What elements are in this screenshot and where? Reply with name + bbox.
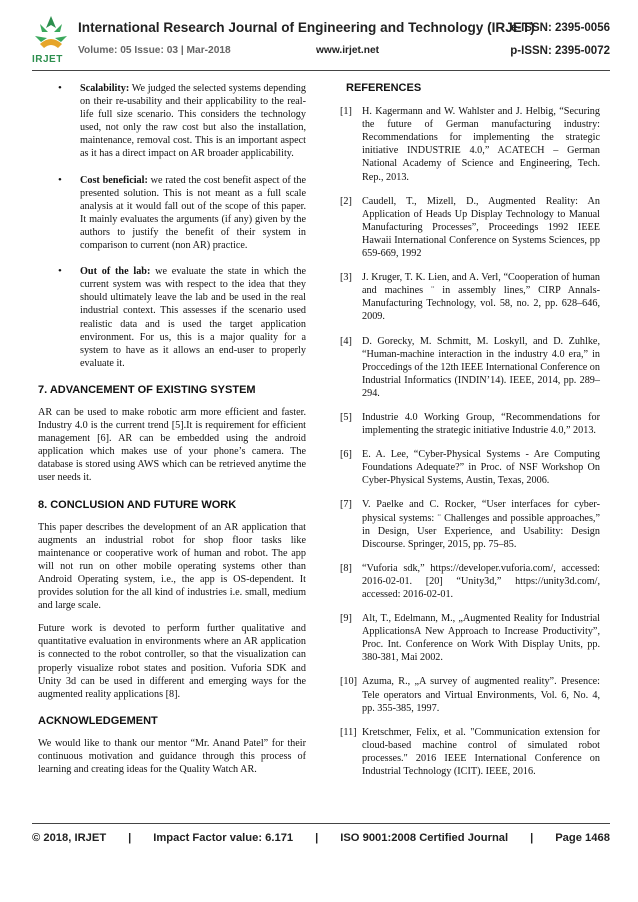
journal-header <box>32 14 610 74</box>
reference-text: Caudell, T., Mizell, D., Augmented Reality: An Application of Heads Up Display Technology to Manual Manufacturing Processes”, Proceedings 1992 IEEE Hawaii International Conference on Systems Sciences, pp 659-669, 1992 <box>362 195 600 260</box>
reference-item <box>340 271 600 323</box>
bullet-term: Scalability: <box>80 83 130 94</box>
right-column <box>340 82 600 789</box>
e-issn: e-ISSN: 2395-0056 <box>510 22 610 34</box>
reference-number: [8] <box>340 562 352 574</box>
references-heading: REFERENCES <box>346 82 422 94</box>
reference-text: Kretschmer, Felix, et al. "Communication extension for cloud-based machine control of simulated robot processes." 2016 IEEE International Conference on Industrial Technology (ICIT). IEEE, 2016. <box>362 726 600 778</box>
criteria-list <box>38 82 306 370</box>
footer-impact-factor: Impact Factor value: 6.171 <box>153 832 294 844</box>
footer-copyright: © 2018, IRJET <box>32 832 107 844</box>
reference-number: [6] <box>340 449 352 461</box>
reference-number: [11] <box>340 726 357 738</box>
acknowledgement-heading: ACKNOWLEDGEMENT <box>38 714 158 727</box>
volume-issue: Volume: 05 Issue: 03 | Mar-2018 <box>78 45 231 56</box>
reference-item <box>340 195 600 260</box>
acknowledgement-text: We would like to thank our mentor “Mr. Anand Patel” for their continuous motivation and guidance through this process of learning and creating ideas for the Quality Watch AR. <box>38 737 306 776</box>
reference-item <box>340 675 600 714</box>
reference-text: V. Paelke and C. Rocker, “User interfaces for cyber-physical systems: ¨ Challenges and possible approaches,” in Design, User Experience, and Usability: Design Discourse. Springer, 2015, pp. 75–85. <box>362 499 600 550</box>
footer-separator: | <box>530 832 534 844</box>
journal-website: www.irjet.net <box>316 45 380 56</box>
page-footer <box>32 832 610 844</box>
bullet-icon: • <box>58 265 62 278</box>
bullet-term: Out of the lab: <box>80 266 151 278</box>
reference-number: [2] <box>340 195 352 207</box>
bullet-text: we evaluate the state in which the current system was with respect to the idea that they should ultimately leave the lab and be used in the real industrial context. This assesses if the scenario used realistic data and is used the target application environment. For us, this is a major quality for a system to have as it allows an end-user to properly evaluate it. <box>80 266 307 369</box>
reference-number: [4] <box>340 335 352 347</box>
footer-divider <box>32 823 610 824</box>
footer-page-number: Page 1468 <box>555 832 610 844</box>
section-8-paragraph: This paper describes the development of an AR application that augments an industrial robot for shop floor tasks like maintenance or cooperative work of human and robot. The app will not run on other mobile operating systems other than Android Operating system, i.e., the app is OS-dependent. It provides solution for the all kind of industries i.e. small, medium and large scale. <box>38 521 306 612</box>
reference-number: [10] <box>340 676 357 688</box>
bullet-text: We judged the selected systems depending on their re-usability and their applicability to the real-life full size scenario. This considers the technology used, not only the raw cost but also the installation, maintenance, removal cost. This is an important aspect as it has a direct impact on AR broader applicability. <box>80 83 306 160</box>
reference-item <box>340 335 600 400</box>
reference-number: [5] <box>340 411 352 423</box>
reference-number: [9] <box>340 613 352 625</box>
footer-iso: ISO 9001:2008 Certified Journal <box>340 832 509 844</box>
section-7-text: AR can be used to make robotic arm more efficient and faster. Industry 4.0 is the current trend [5].It is requirement for efficient management [6]. AR can be embedded using the android application which makes use of your phone’s camera. The database is stored using AWS which can be retrieved anytime the user needs it. <box>38 406 306 484</box>
bullet-text: we rated the cost benefit aspect of the presented solution. This is not meant as a full scale analysis at it would fall out of the scope of this paper. It mainly evaluates the arguments (if any) given by the authors to justify the benefit of their system in comparison to current (non AR) practice. <box>80 174 307 252</box>
logo-text: IRJET <box>32 54 63 65</box>
reference-text: J. Kruger, T. K. Lien, and A. Verl, “Cooperation of human and machines ¨ in assembly lines,” CIRP Annals-Manufacturing Technology, vol. 58, no. 2, pp. 628–646, 2009. <box>362 272 600 323</box>
reference-text: Industrie 4.0 Working Group, “Recommendations for implementing the strategic initiative Industrie 4.0,” 2013. <box>362 411 600 437</box>
reference-text: H. Kagermann and W. Wahlster and J. Helbig, “Securing the future of German manufacturing industry: Recommendations for implementing the strategic initiative INDUSTRIE 4.0,” ACATECH – German National Academy of Science and Engineering, Tech. Rep., 2013. <box>362 106 600 183</box>
p-issn: p-ISSN: 2395-0072 <box>510 45 610 57</box>
reference-text: E. A. Lee, “Cyber-Physical Systems - Are Computing Foundations Adequate?” in Proc. of NSF Workshop On Cyber-Physical Systems, Austin, Texas, 2006. <box>362 449 600 487</box>
reference-item <box>340 105 600 184</box>
reference-number: [7] <box>340 499 352 511</box>
bullet-term: Cost beneficial: <box>80 174 148 186</box>
reference-text: Alt, T., Edelmann, M., „Augmented Reality for Industrial ApplicationsA New Approach to Increase Productivity”, Proc. Int. Conference on Work With Display Units, pp. 380-381, Mai 2002. <box>362 613 600 664</box>
section-7-heading: 7. ADVANCEMENT OF EXISTING SYSTEM <box>38 383 256 396</box>
bullet-icon: • <box>58 82 62 94</box>
reference-text: D. Gorecky, M. Schmitt, M. Loskyll, and D. Zuhlke, “Human-machine interaction in the industry 4.0 era,” in Proccedings of the 12th IEEE International Conference on Industrial Informatics (INDIN’14). IEEE, 2014, pp. 289–294. <box>362 335 600 399</box>
section-8-paragraph: Future work is devoted to perform further qualitative and quantitative evaluation in environments where an AR application is connected to the robot controller, so that the visualization can properly visualize robot states and position. Vuforia SDK and Unity 3d can be used in different and emerging ways for the augmented reality applications [8]. <box>38 623 306 700</box>
header-divider <box>32 70 610 71</box>
reference-item <box>340 726 600 778</box>
journal-title: International Research Journal of Engineering and Technology (IRJET) <box>78 20 535 35</box>
reference-item <box>340 612 600 664</box>
section-8-heading: 8. CONCLUSION AND FUTURE WORK <box>38 498 237 511</box>
list-item <box>38 174 306 253</box>
bullet-icon: • <box>58 173 62 186</box>
reference-item <box>340 498 600 550</box>
reference-number: [1] <box>340 106 352 118</box>
reference-text: “Vuforia sdk,” https://developer.vuforia.com/, accessed: 2016-02-01. [20] “Unity3d,” https://unity3d.com/, accessed: 2016-02-01. <box>362 562 600 600</box>
reference-number: [3] <box>340 272 352 284</box>
footer-separator: | <box>128 832 132 844</box>
reference-item <box>340 411 600 437</box>
left-column <box>38 82 306 786</box>
reference-item <box>340 448 600 487</box>
reference-item <box>340 562 600 601</box>
reference-text: Azuma, R., „A survey of augmented reality”. Presence: Tele operators and Virtual Environments, Vol. 6, No. 4, pp. 355-385, 1997. <box>362 676 600 714</box>
footer-separator: | <box>315 832 319 844</box>
list-item <box>38 265 306 370</box>
list-item <box>38 82 306 161</box>
